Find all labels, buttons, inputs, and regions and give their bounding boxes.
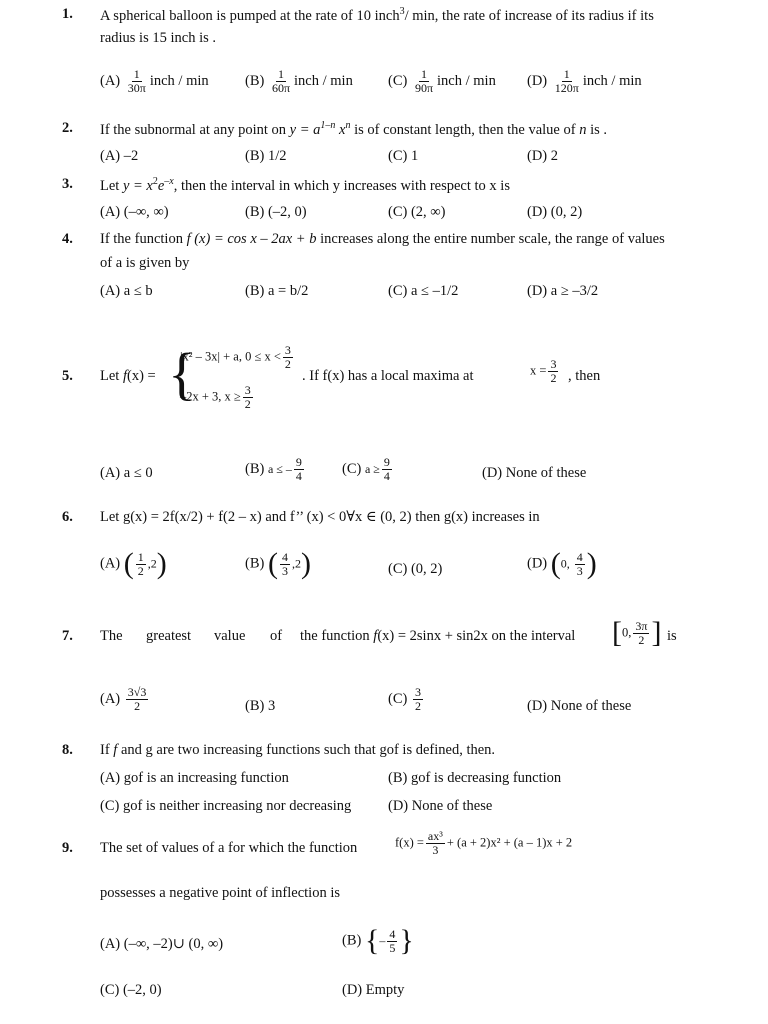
question-number: 7. <box>62 628 73 644</box>
option-b: (B) (–2, 0) <box>245 204 307 220</box>
option-d: (D) (0, $\frac{4}{3}$ ) <box>527 547 597 580</box>
fraction: $\frac{1}{60\pi}$ <box>271 67 291 95</box>
option-a: (A) a ≤ 0 <box>100 465 153 481</box>
question-text: If the subnormal at any point on $y = a^{1-n}$ $x^n$ is of constant length, then the value of n is . <box>100 120 607 138</box>
option-a: (A) $\frac{3√3}{2}$ <box>100 685 147 713</box>
option-c: (C) (2, ∞) <box>388 204 446 220</box>
option-b: (B) a = b/2 <box>245 283 309 299</box>
question-text: If the function f (x) = cos x – 2ax + b increases along the entire number scale, the range of values <box>100 231 665 247</box>
option-b: (B) {– $\frac{4}{5}$ } <box>342 924 414 957</box>
question-number: 6. <box>62 509 73 525</box>
option-c: (C) 1 <box>388 148 419 164</box>
question-number: 3. <box>62 176 73 192</box>
option-d: (D) None of these <box>482 465 587 481</box>
option-d: (D) $\frac{1}{120\pi}$ inch / min <box>527 67 642 95</box>
option-d: (D) (0, 2) <box>527 204 583 220</box>
maxima-point: x = $\frac{3}{2}$ <box>530 357 557 385</box>
option-b: (B) ( $\frac{4}{3}$ ,2) <box>245 547 311 580</box>
piecewise-line-1: |x² – 3x| + a, 0 ≤ x < $\frac{3}{2}$ <box>180 343 291 371</box>
option-a: (A) ( $\frac{1}{2}$ ,2) <box>100 547 167 580</box>
question-text: Let g(x) = 2f(x/2) + f(2 – x) and f’’ (x) < 0∀x ∈ (0, 2) then g(x) increases in <box>100 509 540 525</box>
question-word: greatest <box>146 628 192 644</box>
question-number: 2. <box>62 120 73 136</box>
option-d: (D) None of these <box>388 798 493 814</box>
question-number: 5. <box>62 368 73 384</box>
question-text: . If f(x) has a local maxima at <box>302 368 474 384</box>
option-d: (D) Empty <box>342 982 405 998</box>
question-5 <box>0 340 768 500</box>
question-number: 8. <box>62 742 73 758</box>
option-c: (C) gof is neither increasing nor decreasing <box>100 798 352 814</box>
piecewise-line-2: –2x + 3, x ≥ $\frac{3}{2}$ <box>180 383 251 411</box>
fraction: $\frac{1}{120\pi}$ <box>554 67 579 95</box>
question-text: the function f(x) = 2sinx + sin2x on the interval <box>300 628 576 644</box>
option-a: (A) (–∞, –2)∪ (0, ∞) <box>100 936 224 952</box>
question-lead: Let f(x) = <box>100 368 156 384</box>
option-b: (B) 3 <box>245 698 276 714</box>
question-text: The set of values of a for which the function <box>100 840 358 856</box>
option-a: (A) (–∞, ∞) <box>100 204 169 220</box>
option-c: (C) $\frac{3}{2}$ <box>388 685 421 713</box>
function-definition: f(x) = $\frac{\text{ax³}}{3}$ + (a + 2)x² + (a – 1)x + 2 <box>395 829 573 857</box>
question-word: The <box>100 628 123 644</box>
question-text: If f and g are two increasing functions such that gof is defined, then. <box>100 742 496 758</box>
option-b: (B) a ≤ – $\frac{9}{4}$ <box>245 455 302 483</box>
question-text-end: , then <box>568 368 601 384</box>
option-c: (C) $\frac{1}{90\pi}$ inch / min <box>388 67 496 95</box>
option-a: (A) –2 <box>100 148 139 164</box>
option-b: (B) gof is decreasing function <box>388 770 562 786</box>
option-c: (C) (–2, 0) <box>100 982 162 998</box>
question-text-end: is <box>667 628 677 644</box>
question-word: of <box>270 628 283 644</box>
option-c: (C) a ≤ –1/2 <box>388 283 459 299</box>
left-brace: { <box>168 341 196 406</box>
option-d: (D) 2 <box>527 148 559 164</box>
fraction: $\frac{1}{90\pi}$ <box>414 67 434 95</box>
question-number: 4. <box>62 231 73 247</box>
option-c: (C) (0, 2) <box>388 561 443 577</box>
question-text-line2: radius is 15 inch is . <box>100 30 216 46</box>
option-b: (B) 1/2 <box>245 148 287 164</box>
option-d: (D) None of these <box>527 698 632 714</box>
question-word: value <box>214 628 246 644</box>
question-number: 1. <box>62 6 73 22</box>
option-b: (B) $\frac{1}{60\pi}$ inch / min <box>245 67 353 95</box>
question-text: A spherical balloon is pumped at the rate of 10 inch$^3$/ min, the rate of increase of its radius if its <box>100 6 654 24</box>
option-a: (A) $\frac{1}{30\pi}$ inch / min <box>100 67 209 95</box>
question-text-line2: of a is given by <box>100 255 190 271</box>
interval: [0, $\frac{3\pi}{2}$ ] <box>612 616 662 649</box>
option-d: (D) a ≥ –3/2 <box>527 283 599 299</box>
option-a: (A) a ≤ b <box>100 283 153 299</box>
question-text-line2: possesses a negative point of inflection is <box>100 885 341 901</box>
question-number: 9. <box>62 840 73 856</box>
option-c: (C) a ≥ $\frac{9}{4}$ <box>342 455 390 483</box>
option-a: (A) gof is an increasing function <box>100 770 289 786</box>
question-text: Let $y = x^2e^{-x}$, then the interval in which y increases with respect to x is <box>100 176 510 194</box>
fraction: $\frac{1}{30\pi}$ <box>127 67 146 95</box>
